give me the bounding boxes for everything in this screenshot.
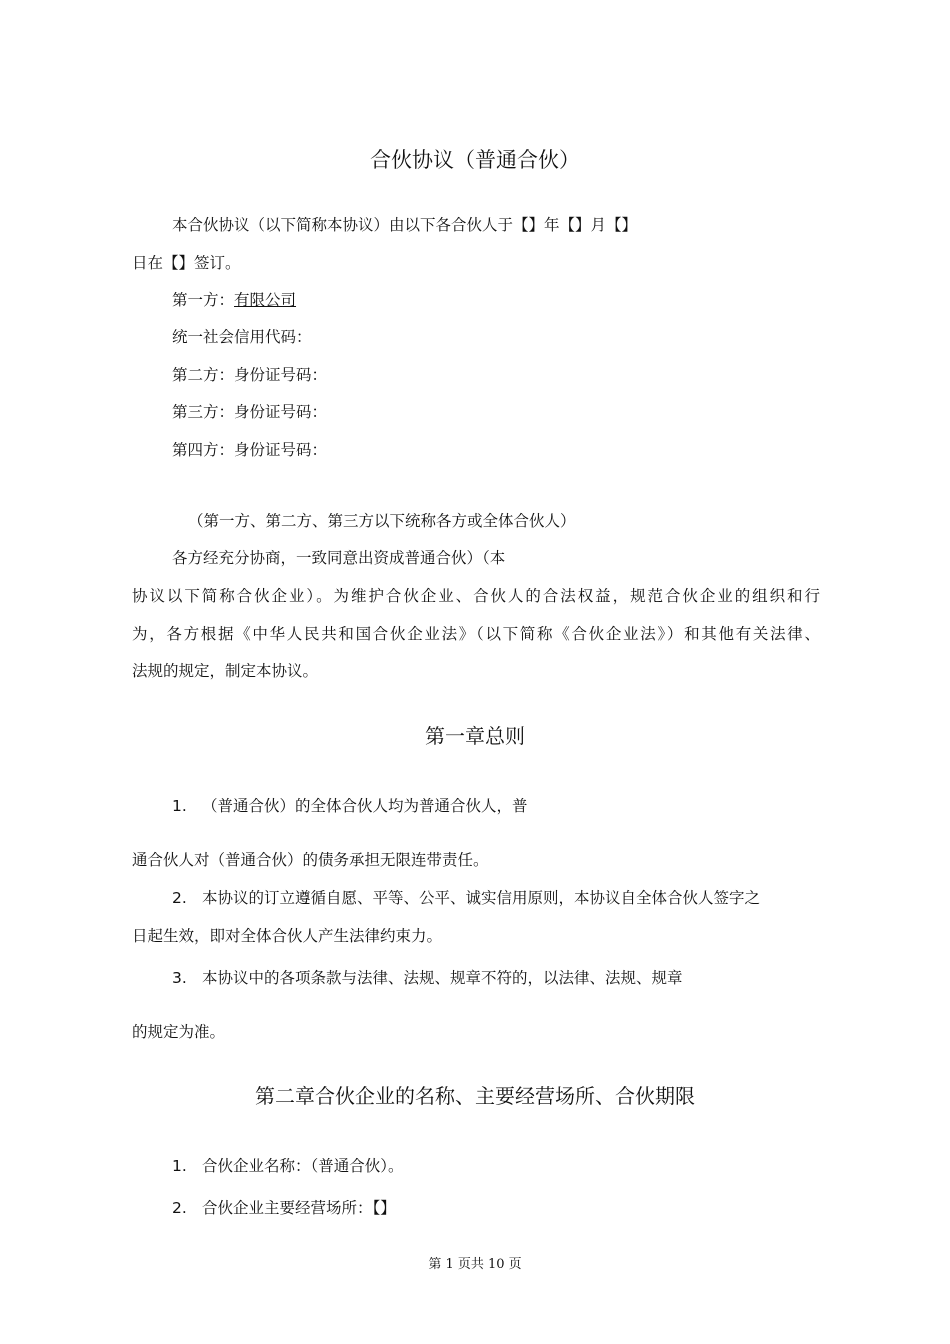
party-3: 第三方：身份证号码： (172, 403, 328, 421)
item-number: 2. (172, 1199, 187, 1217)
chapter-1-item-1 (172, 796, 528, 816)
preamble-line-1: 各方经充分协商，一致同意出资成普通合伙）（本 (172, 549, 506, 567)
item-number: 1. (172, 797, 187, 815)
document-title: 合伙协议（普通合伙） (370, 148, 580, 172)
item-text: 合伙企业主要经营场所：【】 (202, 1199, 396, 1217)
item-text: 本协议的订立遵循自愿、平等、公平、诚实信用原则，本协议自全体合伙人签字之 (202, 889, 761, 907)
party-1-label: 第一方： (172, 291, 235, 309)
chapter-1-item-2-continued: 日起生效，即对全体合伙人产生法律约束力。 (132, 927, 443, 945)
item-text: 合伙企业名称：（普通合伙）。 (202, 1157, 404, 1175)
item-number: 2. (172, 889, 187, 907)
chapter-1-item-3 (172, 968, 683, 988)
preamble-line-2: 协议以下简称合伙企业）。为维护合伙企业、合伙人的合法权益，规范合伙企业的组织和行 (132, 587, 820, 605)
intro-line-1: 本合伙协议（以下简称本协议）由以下各合伙人于【】年【】月【】 (172, 216, 638, 234)
preamble-line-3: 为，各方根据《中华人民共和国合伙企业法》（以下简称《合伙企业法》）和其他有关法律、 (132, 625, 820, 643)
item-number: 3. (172, 969, 187, 987)
chapter-1-item-2 (172, 888, 760, 908)
chapter-1-item-1-continued: 通合伙人对（普通合伙）的债务承担无限连带责任。 (132, 851, 489, 869)
party-4: 第四方：身份证号码： (172, 441, 328, 459)
chapter-2-item-1 (172, 1156, 404, 1176)
chapter-1-item-3-continued: 的规定为准。 (132, 1023, 226, 1041)
chapter-1-heading: 第一章总则 (425, 724, 525, 748)
item-text: （普通合伙）的全体合伙人均为普通合伙人，普 (202, 797, 528, 815)
intro-line-2: 日在【】签订。 (132, 254, 241, 272)
collective-note: （第一方、第二方、第三方以下统称各方或全体合伙人） (188, 512, 576, 530)
party-2: 第二方：身份证号码： (172, 366, 328, 384)
credit-code-line: 统一社会信用代码： (172, 328, 312, 346)
chapter-2-heading: 第二章合伙企业的名称、主要经营场所、合伙期限 (255, 1084, 695, 1108)
page-footer: 第 1 页共 10 页 (428, 1257, 522, 1272)
item-text: 本协议中的各项条款与法律、法规、规章不符的，以法律、法规、规章 (202, 969, 683, 987)
preamble-line-4: 法规的规定，制定本协议。 (132, 662, 319, 680)
chapter-2-item-2 (172, 1198, 396, 1218)
party-1 (172, 290, 296, 310)
item-number: 1. (172, 1157, 187, 1175)
party-1-name: 有限公司 (234, 291, 297, 309)
